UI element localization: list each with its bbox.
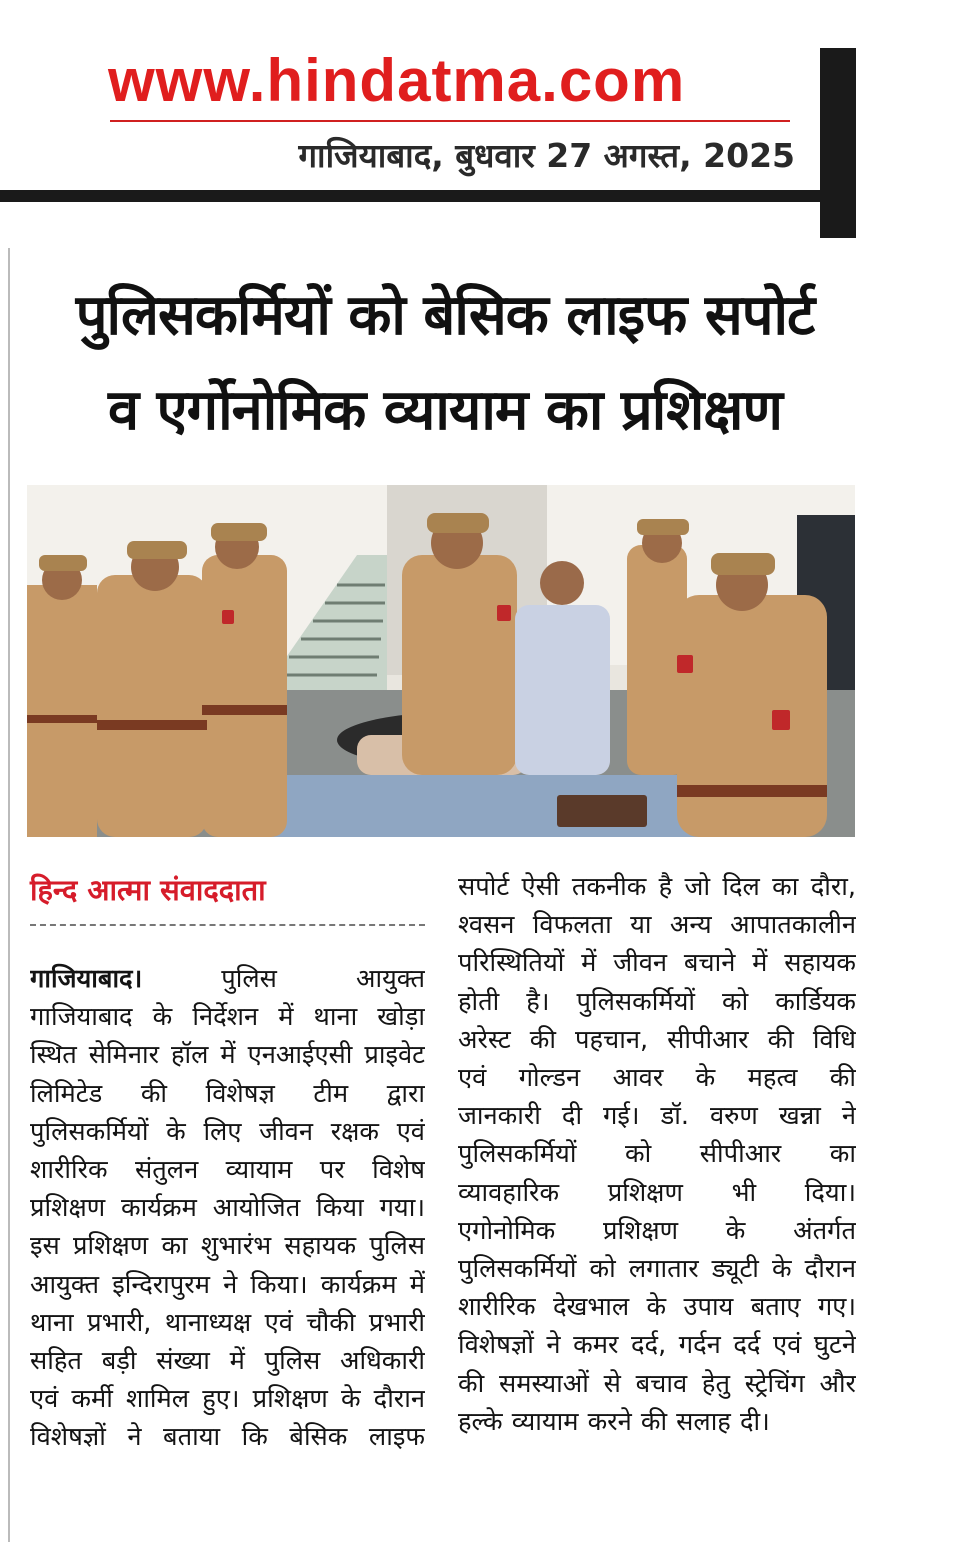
headline-line-1: पुलिसकर्मियों को बेसिक लाइफ सपोर्ट <box>75 283 815 348</box>
article-line: पुलिसकर्मियों को सीपीआर का <box>458 1139 856 1170</box>
article-line: प्रशिक्षण कार्यक्रम आयोजित किया गया। <box>30 1193 425 1224</box>
article-line: इस प्रशिक्षण का शुभारंभ सहायक पुलिस <box>30 1231 425 1262</box>
masthead-bar-vertical <box>820 48 856 238</box>
article-line: शारीरिक संतुलन व्यायाम पर विशेष <box>30 1155 425 1186</box>
article-line: पुलिसकर्मियों को लगातार ड्यूटी के दौरान <box>458 1254 856 1285</box>
article-column-left <box>30 960 425 1457</box>
article-place: गाजियाबाद। <box>30 964 143 994</box>
masthead-underline <box>110 120 790 122</box>
article-line: एगोनोमिक प्रशिक्षण के अंतर्गत <box>458 1215 856 1246</box>
article-line: हल्के व्यायाम करने की सलाह दी। <box>458 1406 770 1437</box>
dateline: गाजियाबाद, बुधवार 27 अगस्त, 2025 <box>298 136 795 175</box>
article-line: शारीरिक देखभाल के उपाय बताए गए। <box>458 1292 856 1323</box>
article-line: परिस्थितियों में जीवन बचाने में सहायक <box>458 948 856 979</box>
masthead-bar-horizontal <box>0 190 820 202</box>
byline-divider <box>30 924 425 926</box>
article-line: सहित बड़ी संख्या में पुलिस अधिकारी <box>30 1346 425 1377</box>
article-headline <box>30 268 860 458</box>
article-line: गाजियाबाद। पुलिस आयुक्त <box>30 964 425 994</box>
article-line: अरेस्ट की पहचान, सीपीआर की विधि <box>458 1024 856 1055</box>
article-line: गाजियाबाद के निर्देशन में थाना खोड़ा <box>30 1002 425 1033</box>
article-line: आयुक्त इन्दिरापुरम ने किया। कार्यक्रम में <box>30 1269 425 1300</box>
site-url[interactable]: www.hindatma.com <box>108 47 686 114</box>
article-line: विशेषज्ञों ने कमर दर्द, गर्दन दर्द एवं घुटने <box>458 1330 856 1361</box>
article-line: थाना प्रभारी, थानाध्यक्ष एवं चौकी प्रभारी <box>30 1307 425 1338</box>
article-line: विशेषज्ञों ने बताया कि बेसिक लाइफ <box>30 1422 425 1453</box>
article-line: लिमिटेड की विशेषज्ञ टीम द्वारा <box>30 1078 425 1109</box>
article-column-right <box>458 868 856 1441</box>
news-photo-police-cpr-training <box>27 485 855 837</box>
article-line: की समस्याओं से बचाव हेतु स्ट्रेचिंग और <box>458 1368 856 1399</box>
article-line: श्वसन विफलता या अन्य आपातकालीन <box>458 910 856 941</box>
article-line: सपोर्ट ऐसी तकनीक है जो दिल का दौरा, <box>458 872 856 902</box>
masthead <box>0 0 860 240</box>
article-line: एवं कर्मी शामिल हुए। प्रशिक्षण के दौरान <box>30 1384 425 1415</box>
column-divider-left <box>8 248 10 1542</box>
headline-line-2: व एर्गोनोमिक व्यायाम का प्रशिक्षण <box>108 378 782 443</box>
article-line: जानकारी दी गई। डॉ. वरुण खन्ना ने <box>458 1101 856 1132</box>
article-line: व्यावहारिक प्रशिक्षण भी दिया। <box>458 1177 856 1208</box>
article-line: एवं गोल्डन आवर के महत्व की <box>458 1063 856 1094</box>
byline: हिन्द आत्मा संवाददाता <box>30 873 266 907</box>
article-line: स्थित सेमिनार हॉल में एनआईएसी प्राइवेट <box>30 1040 425 1071</box>
article-line: पुलिसकर्मियों के लिए जीवन रक्षक एवं <box>30 1116 425 1147</box>
article-line: होती है। पुलिसकर्मियों को कार्डियक <box>458 986 856 1017</box>
